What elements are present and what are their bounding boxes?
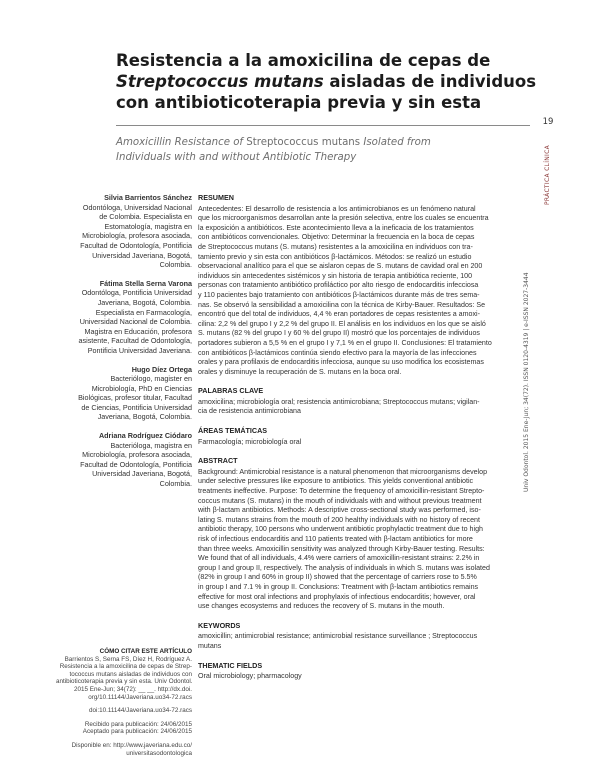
author-affiliation: Facultad de Odontología, Pontificia — [80, 459, 192, 469]
author-affiliation: Universidad Javeriana, Bogotá, — [92, 250, 192, 260]
author-affiliation: Javeriana, Bogotá, Colombia. — [97, 412, 192, 422]
author-affiliation: Microbiología, profesora asociada, — [82, 231, 192, 241]
abstract-text — [198, 468, 516, 612]
text-line: Farmacología; microbiología oral — [198, 437, 302, 446]
text-line: We found that of all individuals, 4.4% were carriers of amoxicillin-resistant strains: 2.2% in — [198, 554, 480, 563]
title-line-1: Resistencia a la amoxicilina de cepas de — [116, 51, 491, 70]
availability-url[interactable]: Disponible en: http://www.javeriana.edu.co/ — [71, 741, 192, 749]
author-name: Adriana Rodríguez Ciódaro — [98, 431, 192, 441]
citation-box — [56, 648, 192, 757]
accepted-date: Aceptado para publicación: 24/06/2015 — [82, 728, 192, 736]
availability-url-cont[interactable]: universitasodontologica — [126, 749, 192, 757]
english-title-line-1 — [116, 135, 516, 150]
text-line: que los microorganismos desarrollan ante la presión selectiva, entre los cuales se encuentra — [198, 214, 489, 223]
text-line: personas con tratamiento antibiótico profiláctico por alto riesgo de endocarditis infecciosa — [198, 281, 479, 290]
text-line: observacional analítico para el que se aislaron cepas de S. mutans de cavidad oral en 200 — [198, 262, 483, 271]
author-name: Fátima Stella Serna Varona — [99, 278, 192, 288]
text-line: mutans — [198, 641, 222, 650]
author-affiliation: Colombia. — [159, 260, 192, 270]
author-affiliation: asistente, Facultad de Odontología, — [78, 336, 192, 346]
text-line: S. mutans (82 % del grupo I y 60 % del grupo II) mostró que los porcentajes de individuos — [198, 329, 480, 338]
doi-link[interactable]: doi:10.11144/Javeriana.uo34-72.racs — [88, 707, 192, 715]
palabras-clave-section — [198, 386, 516, 417]
text-line: than three weeks. Amoxicillin sensitivity was analyzed through Kirby-Bauer testing. Results: — [198, 544, 485, 553]
author-affiliation: de Ciencias, Pontificia Universidad — [81, 402, 192, 412]
article-title — [116, 50, 536, 113]
author-list — [60, 193, 192, 498]
english-title-part-a: Amoxicillin Resistance of — [116, 137, 247, 148]
author-affiliation: Bacterióloga, magistra en — [110, 440, 192, 450]
text-line: la exposición a antibióticos. Este acontecimiento lleva a la ineficacia de los tratamientos — [198, 223, 474, 232]
text-line: amoxicilina; microbiología oral; resistencia antimicrobiana; Streptococcus mutans; vigilan- — [198, 397, 480, 406]
text-line: effective for most oral infections and prophylaxis of infectious endocarditis; however, oral — [198, 592, 476, 601]
keywords-text — [198, 632, 516, 651]
author-affiliation: Odontóloga, Pontificia Universidad — [81, 288, 192, 298]
text-line: under selective pressures like exposure to antibiotics. This yields conventional antibiotic — [198, 477, 474, 486]
author-affiliation: Especialista en Farmacología, — [95, 307, 192, 317]
text-line: portadores subieron a 5,5 % en el grupo I y 7,1 % en el grupo II. Conclusiones: El tratamiento — [198, 338, 492, 347]
journal-reference: Univ Odontol. 2015 Ene-Jun; 34(72). ISSN 0120-4319 | e-ISSN 2027-3444 — [523, 272, 530, 492]
author-affiliation: Pontificia Universidad Javeriana. — [87, 345, 192, 355]
english-title-line-2: Individuals with and without Antibiotic Therapy — [116, 152, 357, 163]
author-affiliation: Universidad Nacional de Colombia. — [79, 317, 192, 327]
english-title-species: Streptococcus mutans — [246, 137, 361, 148]
areas-tematicas-section — [198, 426, 516, 447]
text-line: y 110 pacientes bajo tratamiento con antibióticos β-lactámicos durante más de tres sema- — [198, 290, 480, 299]
author-name: Silvia Barrientos Sánchez — [104, 193, 192, 202]
text-line: Oral microbiology; pharmacology — [198, 672, 302, 681]
text-line: con antibióticos convencionales. Objetivo: Determinar la frecuencia en la boca de cepas — [198, 233, 475, 242]
received-date: Recibido para publicación: 24/06/2015 — [84, 720, 192, 728]
author-name: Hugo Díez Ortega — [131, 364, 192, 374]
areas-tematicas-text — [198, 438, 516, 448]
text-line: use changes ecosystems and reduces the recovery of S. mutans in the mouth. — [198, 602, 445, 611]
text-line: individuos sin antecedentes sistémicos y sin historia de terapia antibiótica reciente, 100 — [198, 271, 473, 280]
keywords-section — [198, 621, 516, 652]
text-line: risk of infectious endocarditis and 110 patients treated with β-lactam antibiotics for more — [198, 535, 473, 543]
author-affiliation: Microbiología, profesora asociada, — [82, 450, 192, 460]
text-line: group I and group II, respectively. The analysis of individuals in which S. mutans was isolated — [198, 563, 490, 572]
text-line: tamiento previo y sin esta con antibióticos β-lactámicos. Métodos: se realizó un estudio — [198, 252, 472, 261]
title-line-3: con antibioticoterapia previa y sin esta — [116, 93, 482, 112]
author-affiliation: Javeriana, Bogotá, Colombia. — [97, 297, 192, 307]
title-line-2 — [116, 71, 536, 92]
text-line: Barrientos S, Serna FS, Díez H, Rodríguez A. — [64, 655, 192, 663]
text-line: cia de resistencia antimicrobiana — [198, 407, 301, 416]
section-label: PRÁCTICA CLÍNICA — [544, 144, 551, 205]
text-line: treatments ineffective. Purpose: To determine the frequency of amoxicillin-resistant Strepto- — [198, 487, 485, 496]
title-species: Streptococcus mutans — [116, 72, 324, 91]
english-title-part-c: Isolated from — [360, 137, 431, 148]
author-1 — [60, 193, 192, 270]
author-4 — [60, 431, 192, 489]
text-line: in group I and 7.1 % in group II. Conclusions: Treatment with β-lactam antibiotics remains — [198, 582, 479, 591]
author-affiliation: Magistra en Educación, profesora — [84, 326, 192, 336]
section-heading: ÁREAS TEMÁTICAS — [198, 426, 268, 436]
text-line: con antibióticos β-lactámicos continúa siendo efectivo para la mayoría de las infecciones — [198, 348, 477, 357]
author-affiliation: Bacteriólogo, magister en — [110, 374, 192, 384]
citation-heading: CÓMO CITAR ESTE ARTÍCULO — [99, 648, 192, 655]
text-line: orales y disminuye la recuperación de S. mutans en la boca oral. — [198, 367, 402, 376]
section-heading: ABSTRACT — [198, 456, 238, 466]
palabras-clave-text — [198, 398, 516, 417]
section-heading: PALABRAS CLAVE — [198, 386, 264, 396]
resumen-text — [198, 205, 516, 378]
abstract-column — [198, 193, 516, 691]
resumen-section — [198, 193, 516, 377]
text-line: amoxicillin; antimicrobial resistance; antimicrobial resistance surveillance ; Streptococcus — [198, 632, 478, 641]
text-line: 2015 Ene-Jun; 34(72): __ __. http://dx.doi. — [74, 685, 192, 693]
section-heading: KEYWORDS — [198, 620, 241, 630]
title-line-2-rest: aisladas de individuos — [323, 72, 537, 91]
section-heading: RESUMEN — [198, 193, 234, 202]
author-affiliation: Microbiología, PhD en Ciencias — [91, 383, 192, 393]
text-line: with β-lactam antibiotics. Methods: A descriptive cross-sectional study was performed, iso- — [198, 506, 481, 515]
author-affiliation: Universidad Javeriana, Bogotá, — [92, 469, 192, 479]
page-number: 19 — [542, 117, 554, 127]
text-line: encontró que del total de individuos, 4,4 % eran portadores de cepas resistentes a amoxi- — [198, 310, 480, 319]
abstract-section — [198, 456, 516, 612]
text-line: lating S. mutans strains from the mouth of 200 healthy individuals with no history of recent — [198, 515, 480, 524]
text-line: Background: Antimicrobial resistance is a natural phenomenon that microorganisms develop — [198, 467, 488, 476]
author-affiliation: Odontóloga, Universidad Nacional — [82, 202, 192, 212]
text-line: Antecedentes: El desarrollo de resistencia a los antimicrobianos es un fenómeno natural — [198, 204, 476, 213]
text-line: nas. Se observó la sensibilidad a amoxicilina con la técnica de Kirby-Bauer. Resultados: Se — [198, 300, 486, 309]
author-2 — [60, 279, 192, 356]
text-line: antibioticoterapia previa y sin esta. Univ Odontol. — [56, 678, 193, 686]
text-line: org/10.11144/Javeriana.uo34-72.racs — [88, 693, 192, 701]
text-line: tococcus mutans aisladas de individuos con — [69, 670, 192, 678]
author-affiliation: Biológicas, profesor titular, Facultad — [78, 393, 192, 403]
author-3 — [60, 365, 192, 423]
citation-text — [56, 656, 192, 702]
thematic-fields-text — [198, 672, 516, 682]
text-line: Resistencia a la amoxicilina de cepas de Strep- — [59, 663, 192, 671]
thematic-fields-section — [198, 661, 516, 682]
english-title — [116, 135, 516, 165]
text-line: coccus mutans (S. mutans) in the mouth of individuals with and without previous treatment — [198, 496, 482, 505]
section-heading: THEMATIC FIELDS — [198, 660, 263, 670]
header-rule — [116, 125, 530, 126]
text-line: de Streptococcus mutans (S. mutans) resistentes a la amoxicilina en individuos con tra- — [198, 242, 473, 251]
text-line: orales y para profilaxis de endocarditis infecciosa, aunque su uso modifica los ecosistemas — [198, 358, 484, 367]
text-line: antibiotic therapy, 100 persons who underwent antibiotic prophylactic treatment due to high — [198, 525, 483, 534]
author-affiliation: Facultad de Odontología, Pontificia — [80, 240, 192, 250]
author-affiliation: Colombia. — [159, 479, 192, 489]
author-affiliation: de Colombia. Especialista en — [99, 212, 192, 222]
text-line: cilina: 2,2 % del grupo I y 2,2 % del grupo II. El análisis en los individuos en los que se aisló — [198, 319, 486, 328]
author-affiliation: Estomatología, magistra en — [104, 221, 192, 231]
text-line: (82% in group I and 60% in group II) showed that the percentage of carriers rose to 5.5% — [198, 573, 477, 582]
